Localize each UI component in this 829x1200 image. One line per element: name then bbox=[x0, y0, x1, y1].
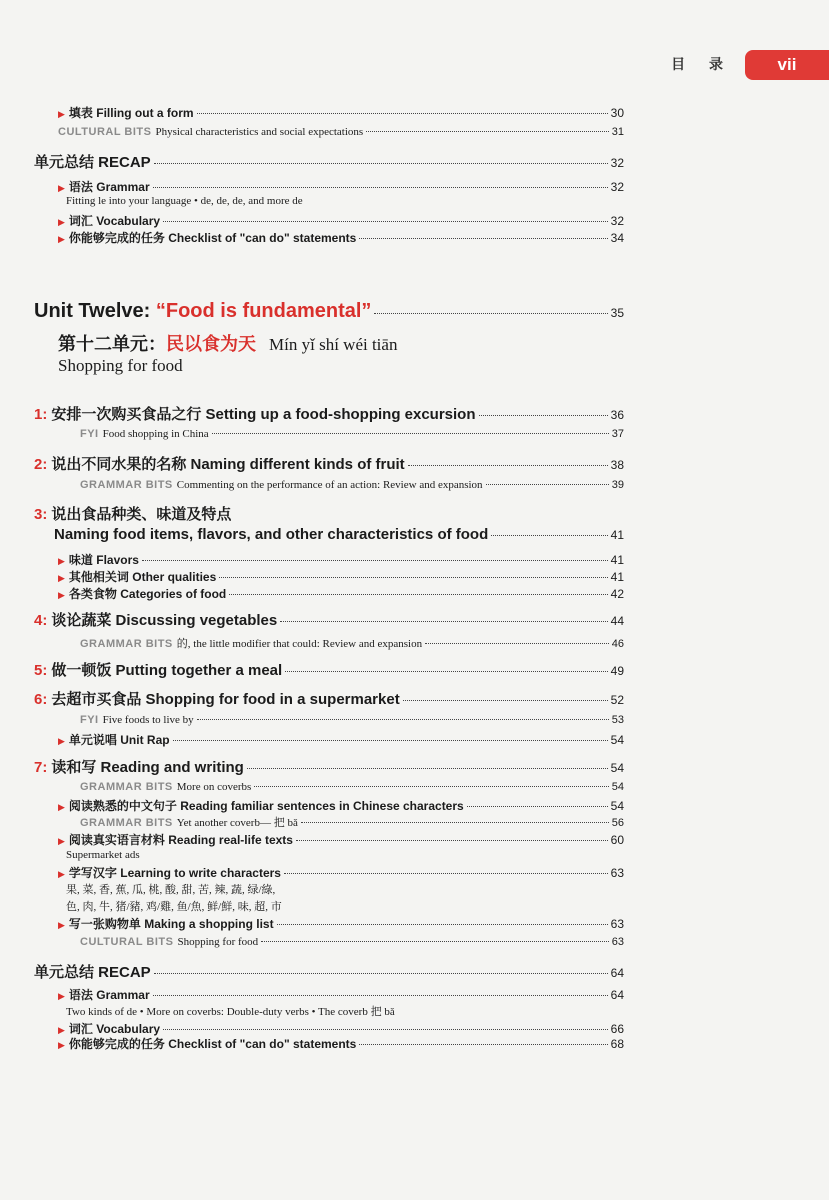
leader-dots bbox=[374, 313, 607, 314]
page-number: 56 bbox=[611, 817, 624, 829]
page-number: 34 bbox=[610, 231, 624, 245]
toc-entry: FYI Food shopping in China 37 bbox=[80, 428, 624, 440]
toc-entry: ▶ 词汇 Vocabulary 32 bbox=[58, 214, 624, 228]
page-number: 54 bbox=[610, 761, 624, 775]
leader-dots bbox=[163, 221, 608, 222]
toc-entry: ▶ 阅读熟悉的中文句子 Reading familiar sentences in Chinese characters 54 bbox=[58, 799, 624, 813]
bullet-icon: ▶ bbox=[58, 109, 65, 119]
bullet-icon: ▶ bbox=[58, 183, 65, 193]
page-number: 32 bbox=[610, 180, 624, 194]
bullet-icon: ▶ bbox=[58, 991, 65, 1001]
toc-entry: 2: 说出不同水果的名称 Naming different kinds of fruit 38 bbox=[34, 456, 624, 473]
toc-entry: Naming food items, flavors, and other characteristics of food 41 bbox=[54, 526, 624, 543]
leader-dots bbox=[153, 187, 608, 188]
leader-dots bbox=[254, 786, 608, 787]
page-number: 60 bbox=[610, 833, 624, 847]
toc-entry: 4: 谈论蔬菜 Discussing vegetables 44 bbox=[34, 612, 624, 629]
page-number: 54 bbox=[610, 733, 624, 747]
page-number-tab: vii bbox=[745, 50, 829, 80]
toc-entry: ▶ 词汇 Vocabulary 66 bbox=[58, 1022, 624, 1036]
page-number: 63 bbox=[610, 917, 624, 931]
toc-entry: 果, 菜, 香, 蕉, 瓜, 桃, 酸, 甜, 苦, 辣, 蔬, 绿/綠, bbox=[66, 884, 276, 896]
leader-dots bbox=[261, 941, 609, 942]
page-number: 35 bbox=[610, 306, 624, 320]
bullet-icon: ▶ bbox=[58, 736, 65, 746]
toc-entry: ▶ 各类食物 Categories of food 42 bbox=[58, 587, 624, 601]
toc-entry: GRAMMAR BITS Yet another coverb— 把 bǎ 56 bbox=[80, 817, 624, 829]
toc-entry: ▶ 单元说唱 Unit Rap 54 bbox=[58, 733, 624, 747]
toc-entry: Supermarket ads bbox=[66, 849, 140, 861]
toc-entry: ▶ 你能够完成的任务 Checklist of "can do" statements 34 bbox=[58, 231, 624, 245]
toc-entry: ▶ 学写汉字 Learning to write characters 63 bbox=[58, 866, 624, 880]
bullet-icon: ▶ bbox=[58, 1025, 65, 1035]
toc-entry: CULTURAL BITS Physical characteristics and social expectations 31 bbox=[58, 126, 624, 138]
toc-entry: 7: 读和写 Reading and writing 54 bbox=[34, 759, 624, 776]
page-number: 64 bbox=[610, 966, 624, 980]
leader-dots bbox=[425, 643, 609, 644]
page-number: 54 bbox=[611, 781, 624, 793]
page-number: 66 bbox=[610, 1022, 624, 1036]
page-number: 42 bbox=[610, 587, 624, 601]
page-number: 68 bbox=[610, 1037, 624, 1051]
toc-entry: 3: 说出食品种类、味道及特点 bbox=[34, 506, 232, 523]
toc-entry: 1: 安排一次购买食品之行 Setting up a food-shopping excursion 36 bbox=[34, 406, 624, 423]
leader-dots bbox=[479, 415, 608, 416]
bullet-icon: ▶ bbox=[58, 920, 65, 930]
leader-dots bbox=[153, 995, 608, 996]
bullet-icon: ▶ bbox=[58, 234, 65, 244]
bullet-icon: ▶ bbox=[58, 556, 65, 566]
toc-entry: ▶ 填表 Filling out a form 30 bbox=[58, 106, 624, 120]
page-number: 63 bbox=[610, 866, 624, 880]
toc-entry: CULTURAL BITS Shopping for food 63 bbox=[80, 936, 624, 948]
page-number: 41 bbox=[610, 528, 624, 542]
toc-entry: 单元总结 RECAP 64 bbox=[34, 964, 624, 981]
toc-entry: ▶ 阅读真实语言材料 Reading real-life texts 60 bbox=[58, 833, 624, 847]
toc-entry: ▶ 写一张购物单 Making a shopping list 63 bbox=[58, 917, 624, 931]
page-number: 44 bbox=[610, 614, 624, 628]
page-number: 49 bbox=[610, 664, 624, 678]
leader-dots bbox=[359, 1044, 607, 1045]
leader-dots bbox=[163, 1029, 608, 1030]
leader-dots bbox=[359, 238, 607, 239]
toc-entry: ▶ 你能够完成的任务 Checklist of "can do" statements 68 bbox=[58, 1037, 624, 1051]
bullet-icon: ▶ bbox=[58, 869, 65, 879]
page-number: 32 bbox=[610, 214, 624, 228]
toc-entry: FYI Five foods to live by 53 bbox=[80, 714, 624, 726]
leader-dots bbox=[284, 873, 608, 874]
unit-title-row bbox=[34, 300, 624, 323]
leader-dots bbox=[486, 484, 609, 485]
leader-dots bbox=[403, 700, 608, 701]
toc-entry: ▶ 味道 Flavors 41 bbox=[58, 553, 624, 567]
toc-entry: 单元总结 RECAP 32 bbox=[34, 154, 624, 171]
unit-title: Unit Twelve: “Food is fundamental” bbox=[34, 300, 372, 322]
toc-entry: 5: 做一顿饭 Putting together a meal 49 bbox=[34, 662, 624, 679]
page-number: 30 bbox=[610, 106, 624, 120]
bullet-icon: ▶ bbox=[58, 590, 65, 600]
page-number: 54 bbox=[610, 799, 624, 813]
leader-dots bbox=[366, 131, 609, 132]
page-number: 32 bbox=[610, 156, 624, 170]
page-number: 36 bbox=[610, 408, 624, 422]
leader-dots bbox=[277, 924, 608, 925]
toc-entry: GRAMMAR BITS 的, the little modifier that could: Review and expansion 46 bbox=[80, 638, 624, 650]
page-number: 63 bbox=[611, 936, 624, 948]
leader-dots bbox=[173, 740, 608, 741]
page-number: 46 bbox=[611, 638, 624, 650]
leader-dots bbox=[247, 768, 608, 769]
leader-dots bbox=[212, 433, 609, 434]
leader-dots bbox=[296, 840, 608, 841]
leader-dots bbox=[219, 577, 607, 578]
page-number: 39 bbox=[611, 479, 624, 491]
leader-dots bbox=[197, 113, 608, 114]
leader-dots bbox=[280, 621, 607, 622]
bullet-icon: ▶ bbox=[58, 802, 65, 812]
bullet-icon: ▶ bbox=[58, 217, 65, 227]
bullet-icon: ▶ bbox=[58, 836, 65, 846]
leader-dots bbox=[491, 535, 607, 536]
leader-dots bbox=[285, 671, 607, 672]
leader-dots bbox=[301, 822, 609, 823]
toc-entry: Two kinds of de • More on coverbs: Double-duty verbs • The coverb 把 bǎ bbox=[66, 1006, 395, 1018]
toc-entry: ▶ 语法 Grammar 32 bbox=[58, 180, 624, 194]
toc-entry: 色, 肉, 牛, 猪/豬, 鸡/雞, 鱼/魚, 鲜/鮮, 味, 超, 市 bbox=[66, 901, 282, 913]
page-number: 37 bbox=[611, 428, 624, 440]
unit-subtitle: Shopping for food bbox=[58, 356, 183, 375]
bullet-icon: ▶ bbox=[58, 573, 65, 583]
leader-dots bbox=[197, 719, 609, 720]
toc-entry: GRAMMAR BITS Commenting on the performance of an action: Review and expansion 39 bbox=[80, 479, 624, 491]
leader-dots bbox=[154, 973, 608, 974]
leader-dots bbox=[142, 560, 608, 561]
page-number: 53 bbox=[611, 714, 624, 726]
toc-entry: GRAMMAR BITS More on coverbs 54 bbox=[80, 781, 624, 793]
page-number: 38 bbox=[610, 458, 624, 472]
page-number: 52 bbox=[610, 693, 624, 707]
header-title: 目 录 bbox=[671, 56, 733, 72]
toc-entry: ▶ 语法 Grammar 64 bbox=[58, 988, 624, 1002]
page-number: 64 bbox=[610, 988, 624, 1002]
bullet-icon: ▶ bbox=[58, 1040, 65, 1050]
unit-chinese-title: 第十二单元：民以食为天 Mín yǐ shí wéi tiān bbox=[58, 334, 398, 354]
page-number: 41 bbox=[610, 570, 624, 584]
toc-entry: ▶ 其他相关词 Other qualities 41 bbox=[58, 570, 624, 584]
leader-dots bbox=[154, 163, 608, 164]
toc-entry: Fitting le into your language • de, de, de, and more de bbox=[66, 195, 303, 207]
toc-entry: 6: 去超市买食品 Shopping for food in a supermarket 52 bbox=[34, 691, 624, 708]
leader-dots bbox=[408, 465, 608, 466]
leader-dots bbox=[467, 806, 608, 807]
page-number: 31 bbox=[611, 126, 624, 138]
leader-dots bbox=[229, 594, 607, 595]
page-number: 41 bbox=[610, 553, 624, 567]
